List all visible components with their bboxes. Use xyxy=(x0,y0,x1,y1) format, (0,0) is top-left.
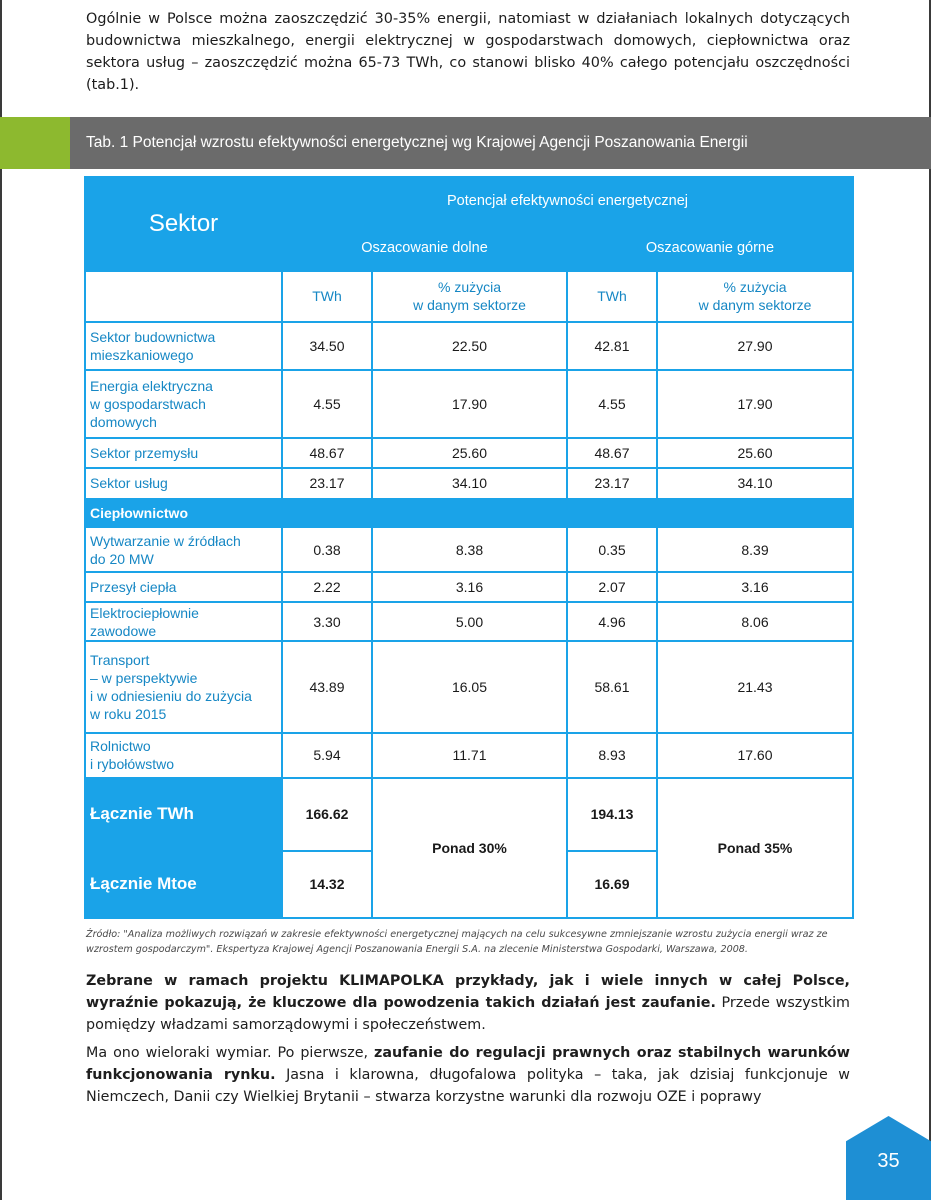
row-label xyxy=(85,438,282,469)
value-twh-lower: 4.55 xyxy=(282,370,372,437)
value-twh-upper: 4.55 xyxy=(567,370,657,437)
paragraph-1-bold: Zebrane w ramach projektu KLIMAPOLKA przykłady, jak i wiele innych w całej Polsce, wyraźnie pokazują, że kluczowe dla powodzenia takich działań jest zaufanie. xyxy=(86,973,850,1011)
row-label-line: Sektor budownictwa xyxy=(90,328,216,345)
value-pct-lower: 11.71 xyxy=(372,733,567,778)
paragraph-2 xyxy=(86,1042,850,1108)
row-label-line: Wytwarzanie w źródłach xyxy=(90,532,241,549)
table-row xyxy=(85,641,853,733)
row-label-line: do 20 MW xyxy=(90,550,154,567)
table-row xyxy=(85,602,853,641)
row-label-line: Elektrociepłownie xyxy=(90,604,199,621)
row-label-line: zawodowe xyxy=(90,622,157,639)
total-twh-lower: 166.62 xyxy=(282,778,372,851)
source-note: Źródło: "Analiza możliwych rozwiązań w zakresie efektywności energetycznej mających na celu sukcesywne zmniejszanie wzrostu zużycia energii wraz ze wzrostem gospodarczym". Ekspertyza Krajowej Agencji Poszanowania Energii S.A. na zlecenie Ministerstwa Gospodarki, Warszawa, 2008. xyxy=(86,929,828,955)
table-row xyxy=(85,438,853,469)
total-twh-label: Łącznie TWh xyxy=(85,778,282,851)
row-label-line: – w perspektywie xyxy=(90,669,198,686)
unit-pct-line1: % zużycia xyxy=(437,279,502,296)
value-pct-lower: 8.38 xyxy=(372,527,567,572)
value-pct-lower: 22.50 xyxy=(372,322,567,371)
row-label xyxy=(85,572,282,603)
row-label-line: Sektor przemysłu xyxy=(90,444,199,461)
value-pct-upper: 17.60 xyxy=(657,733,853,778)
row-label xyxy=(85,641,282,733)
value-pct-lower: 5.00 xyxy=(372,602,567,641)
unit-twh-lower: TWh xyxy=(282,271,372,322)
value-twh-lower: 43.89 xyxy=(282,641,372,733)
group-fill xyxy=(282,499,372,528)
value-twh-upper: 23.17 xyxy=(567,468,657,499)
potential-header: Potencjał efektywności energetycznej xyxy=(282,177,853,226)
upper-estimate-header: Oszacowanie górne xyxy=(567,226,853,271)
row-label-line: Transport xyxy=(90,651,150,668)
row-label-line: domowych xyxy=(90,413,157,430)
paragraph-2-bold: zaufanie do regulacji prawnych oraz stabilnych warunków funkcjonowania rynku. xyxy=(86,1045,850,1083)
row-label xyxy=(85,468,282,499)
table-row xyxy=(85,527,853,572)
unit-twh-upper: TWh xyxy=(567,271,657,322)
table-row xyxy=(85,733,853,778)
row-label xyxy=(85,602,282,641)
value-pct-upper: 27.90 xyxy=(657,322,853,371)
value-twh-upper: 48.67 xyxy=(567,438,657,469)
row-label-line: Przesył ciepła xyxy=(90,579,177,596)
row-label-line: w roku 2015 xyxy=(90,705,167,722)
total-mtoe-upper: 16.69 xyxy=(567,851,657,918)
table-row xyxy=(85,468,853,499)
efficiency-table xyxy=(84,176,854,919)
total-twh-upper: 194.13 xyxy=(567,778,657,851)
row-label xyxy=(85,322,282,371)
value-pct-lower: 17.90 xyxy=(372,370,567,437)
group-fill xyxy=(657,499,853,528)
sektor-header: Sektor xyxy=(85,177,282,271)
unit-pct-upper xyxy=(657,271,853,322)
value-twh-upper: 2.07 xyxy=(567,572,657,603)
value-twh-upper: 4.96 xyxy=(567,602,657,641)
paragraph-1-rest: Przede wszystkim pomiędzy władzami samorządowymi i społeczeństwem. xyxy=(86,995,850,1033)
total-mtoe-lower: 14.32 xyxy=(282,851,372,918)
paragraph-2-start: Ma ono wieloraki wymiar. Po pierwsze, xyxy=(86,1045,375,1061)
row-label-line: i w odniesieniu do zużycia xyxy=(90,687,252,704)
row-label-line: mieszkaniowego xyxy=(90,346,194,363)
lower-pct-total: Ponad 30% xyxy=(372,778,567,918)
paragraph-2-rest: Jasna i klarowna, długofalowa polityka – taka, jak dzisiaj funkcjonuje w Niemczech, Danii czy Wielkiej Brytanii – stwarza korzystne warunki dla rozwoju OZE i poprawy xyxy=(86,1067,851,1105)
page-border-left xyxy=(0,0,2,1200)
value-pct-upper: 8.06 xyxy=(657,602,853,641)
caption-accent xyxy=(0,117,70,169)
row-label xyxy=(85,527,282,572)
group-fill xyxy=(567,499,657,528)
row-label-line: Sektor usług xyxy=(90,475,168,492)
group-fill xyxy=(372,499,567,528)
value-twh-upper: 42.81 xyxy=(567,322,657,371)
paragraph-1 xyxy=(86,970,850,1036)
value-twh-lower: 34.50 xyxy=(282,322,372,371)
total-mtoe-label: Łącznie Mtoe xyxy=(85,851,282,918)
value-pct-upper: 25.60 xyxy=(657,438,853,469)
value-pct-lower: 16.05 xyxy=(372,641,567,733)
lower-estimate-header: Oszacowanie dolne xyxy=(282,226,567,271)
value-pct-upper: 34.10 xyxy=(657,468,853,499)
unit-pct-line2: w danym sektorze xyxy=(698,297,812,314)
row-label xyxy=(85,733,282,778)
table-row xyxy=(85,370,853,437)
value-twh-lower: 23.17 xyxy=(282,468,372,499)
value-twh-upper: 58.61 xyxy=(567,641,657,733)
table-row xyxy=(85,572,853,603)
empty-header-cell xyxy=(85,271,282,322)
row-label-line: Energia elektryczna xyxy=(90,377,213,394)
value-pct-upper: 8.39 xyxy=(657,527,853,572)
row-label-line: w gospodarstwach xyxy=(90,395,206,412)
page-number: 35 xyxy=(877,1150,900,1172)
upper-pct-total: Ponad 35% xyxy=(657,778,853,918)
value-twh-lower: 2.22 xyxy=(282,572,372,603)
row-label-line: Rolnictwo xyxy=(90,738,151,755)
value-pct-lower: 34.10 xyxy=(372,468,567,499)
value-pct-upper: 3.16 xyxy=(657,572,853,603)
value-pct-lower: 3.16 xyxy=(372,572,567,603)
value-twh-upper: 8.93 xyxy=(567,733,657,778)
group-label-heating: Ciepłownictwo xyxy=(85,499,282,528)
unit-pct-line2: w danym sektorze xyxy=(413,297,526,314)
intro-paragraph: Ogólnie w Polsce można zaoszczędzić 30-35% energii, natomiast w działaniach lokalnych dotyczących budownictwa mieszkalnego, energii elektrycznej w gospodarstwach domowych, ciepłownictwa oraz sektora usług – zaoszczędzić można 65-73 TWh, co stanowi blisko 40% całego potencjału oszczędności (tab.1). xyxy=(86,11,850,93)
table-row xyxy=(85,322,853,371)
unit-pct-line1: % zużycia xyxy=(723,279,787,296)
table-caption: Tab. 1 Potencjał wzrostu efektywności energetycznej wg Krajowej Agencji Poszanowania Energii xyxy=(86,134,748,151)
value-pct-upper: 17.90 xyxy=(657,370,853,437)
row-label xyxy=(85,370,282,437)
value-pct-lower: 25.60 xyxy=(372,438,567,469)
row-label-line: i rybołówstwo xyxy=(90,756,175,773)
value-pct-upper: 21.43 xyxy=(657,641,853,733)
value-twh-lower: 5.94 xyxy=(282,733,372,778)
value-twh-upper: 0.35 xyxy=(567,527,657,572)
value-twh-lower: 3.30 xyxy=(282,602,372,641)
value-twh-lower: 0.38 xyxy=(282,527,372,572)
value-twh-lower: 48.67 xyxy=(282,438,372,469)
unit-pct-lower xyxy=(372,271,567,322)
